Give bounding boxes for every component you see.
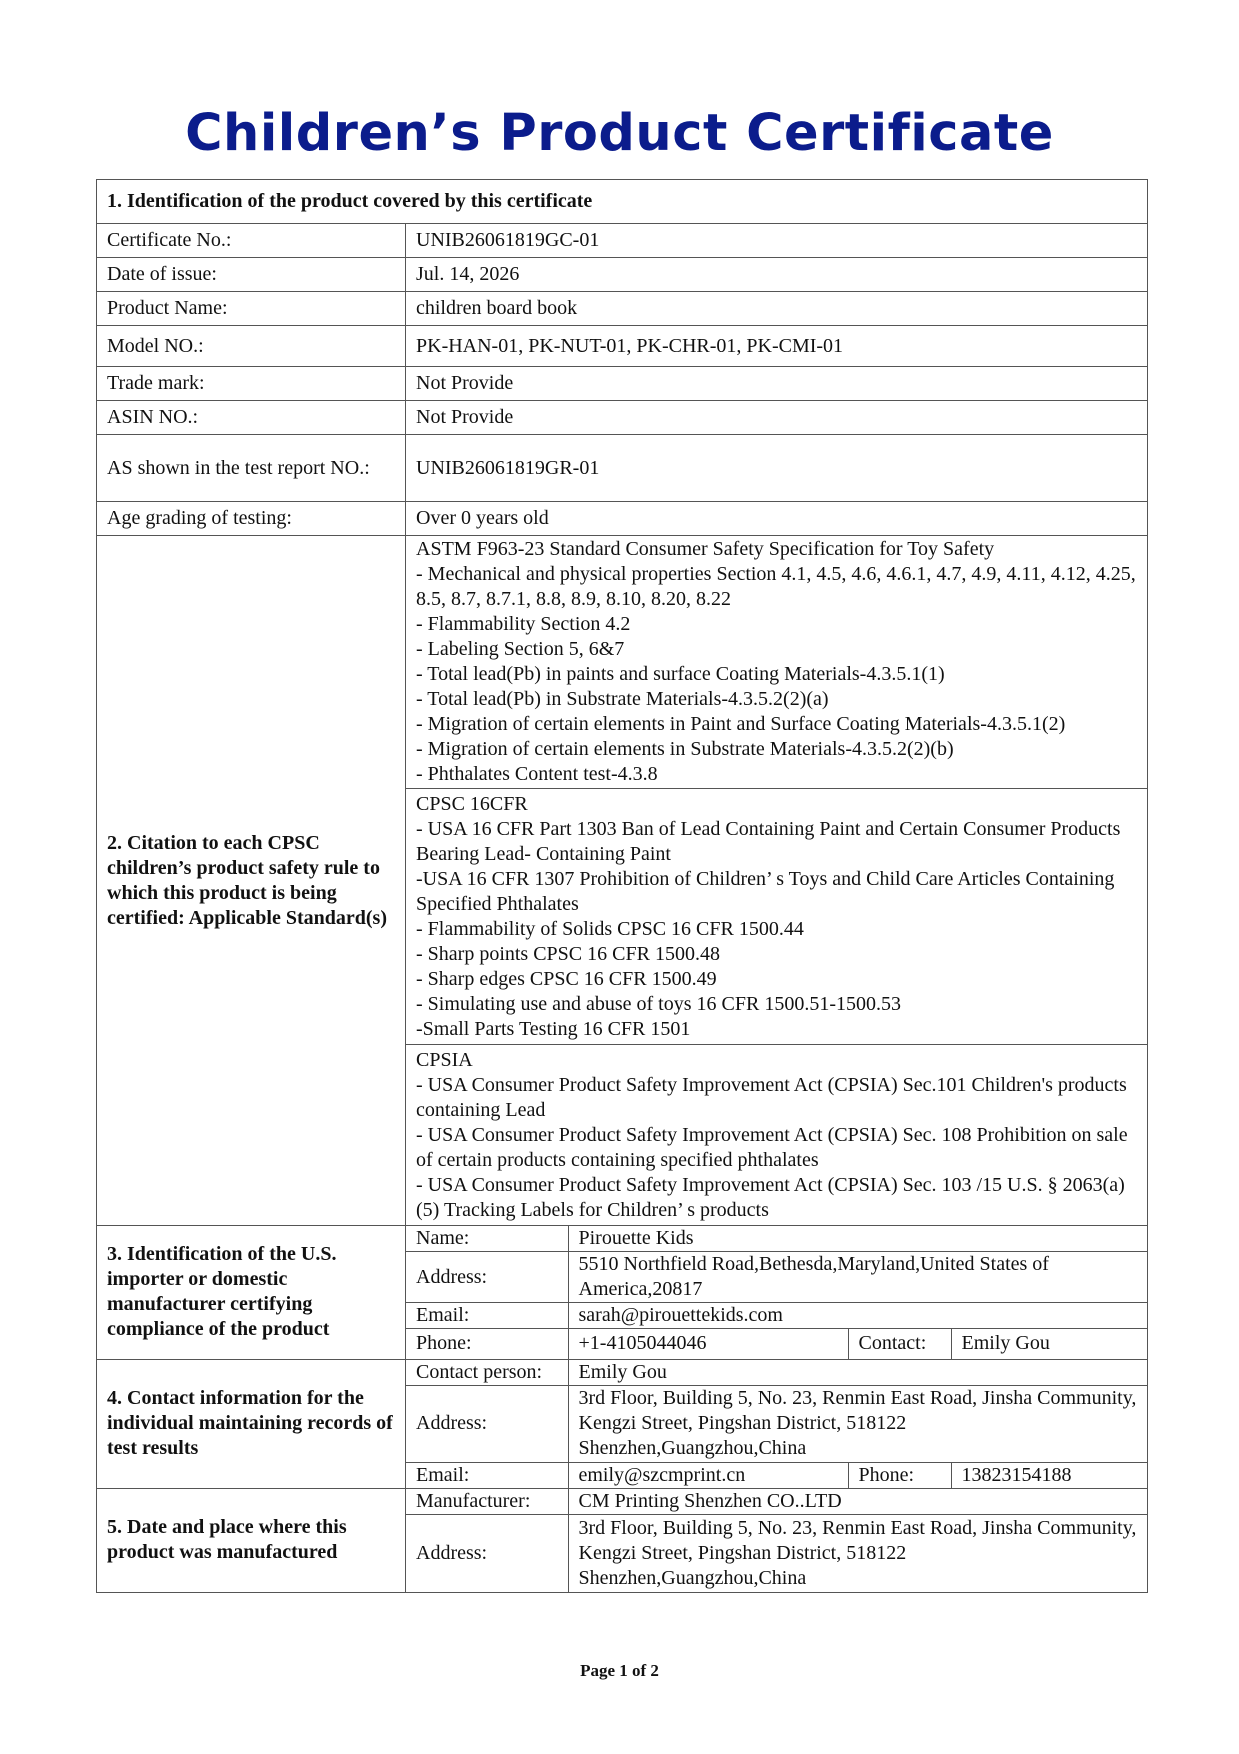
importer-email-value: sarah@pirouettekids.com [568, 1303, 1147, 1329]
page-title: Children’s Product Certificate [185, 104, 1054, 163]
section3-heading: 3. Identification of the U.S. importer or domestic manufacturer certifying compliance of the product [97, 1226, 406, 1360]
cpsc-line: - Flammability of Solids CPSC 16 CFR 1500.44 [416, 917, 804, 940]
importer-address-label: Address: [406, 1252, 568, 1303]
cpsc-line: - Sharp edges CPSC 16 CFR 1500.49 [416, 967, 717, 990]
age-grading-label: Age grading of testing: [97, 502, 406, 536]
importer-name-label: Name: [406, 1226, 568, 1252]
records-person-label: Contact person: [406, 1360, 568, 1386]
cpsc-line: - Simulating use and abuse of toys 16 CFR 1500.51-1500.53 [416, 992, 901, 1015]
age-grading-value: Over 0 years old [406, 502, 1148, 536]
certificate-no-label: Certificate No.: [97, 224, 406, 258]
records-person-value: Emily Gou [568, 1360, 1147, 1386]
cpsia-line: - USA Consumer Product Safety Improvement Act (CPSIA) Sec. 103 /15 U.S. § 2063(a)(5) Tracking Labels for Children’ s products [416, 1173, 1125, 1221]
section1-heading: 1. Identification of the product covered by this certificate [97, 180, 1148, 224]
cpsc-line: -Small Parts Testing 16 CFR 1501 [416, 1017, 691, 1040]
astm-line: - Mechanical and physical properties Section 4.1, 4.5, 4.6, 4.6.1, 4.7, 4.9, 4.11, 4.12, 4.25, 8.5, 8.7, 8.7.1, 8.8, 8.9, 8.10, 8.20, 8.22 [416, 563, 1136, 610]
cpsc-line: -USA 16 CFR 1307 Prohibition of Children’ s Toys and Child Care Articles Containing Specified Phthalates [416, 867, 1115, 915]
manufacture-address-label: Address: [406, 1514, 568, 1592]
records-phone-label: Phone: [848, 1462, 951, 1488]
cpsia-line: - USA Consumer Product Safety Improvement Act (CPSIA) Sec. 108 Prohibition on sale of certain products containing specified phthalates [416, 1123, 1128, 1171]
cpsia-standards-cell [406, 1045, 1148, 1226]
manufacturer-label: Manufacturer: [406, 1489, 568, 1515]
records-address-value: 3rd Floor, Building 5, No. 23, Renmin East Road, Jinsha Community, Kengzi Street, Pingshan District, 518122 Shenzhen,Guangzhou,China [568, 1385, 1147, 1462]
certificate-no-value: UNIB26061819GC-01 [406, 224, 1148, 258]
astm-standards-cell [406, 536, 1148, 789]
importer-phone-label: Phone: [406, 1329, 568, 1359]
cpsia-line: - USA Consumer Product Safety Improvement Act (CPSIA) Sec.101 Children's products containing Lead [416, 1073, 1127, 1121]
records-email-value: emily@szcmprint.cn [568, 1462, 848, 1488]
cpsc-standards-cell [406, 789, 1148, 1045]
importer-name-value: Pirouette Kids [568, 1226, 1147, 1252]
astm-line: ASTM F963-23 Standard Consumer Safety Specification for Toy Safety [416, 538, 995, 560]
test-report-no-label: AS shown in the test report NO.: [97, 435, 406, 502]
importer-info-cell [406, 1226, 1148, 1360]
manufacture-info-cell [406, 1488, 1148, 1593]
date-of-issue-value: Jul. 14, 2026 [406, 258, 1148, 292]
importer-address-value: 5510 Northfield Road,Bethesda,Maryland,United States of America,20817 [568, 1252, 1147, 1303]
cpsc-line: - USA 16 CFR Part 1303 Ban of Lead Containing Paint and Certain Consumer Products Bearing Lead- Containing Paint [416, 817, 1121, 865]
astm-line: - Migration of certain elements in Paint and Surface Coating Materials-4.3.5.1(2) [416, 713, 1066, 735]
importer-contact-label: Contact: [848, 1329, 951, 1359]
importer-contact-value: Emily Gou [961, 1332, 1050, 1355]
cpsc-line: CPSC 16CFR [416, 792, 528, 815]
section2-heading: 2. Citation to each CPSC children’s product safety rule to which this product is being certified: Applicable Standard(s) [97, 536, 406, 1226]
records-phone-value: 13823154188 [961, 1463, 1072, 1486]
section4-heading: 4. Contact information for the individual maintaining records of test results [97, 1359, 406, 1488]
astm-line: - Total lead(Pb) in paints and surface Coating Materials-4.3.5.1(1) [416, 663, 945, 685]
asin-no-value: Not Provide [406, 401, 1148, 435]
importer-phone-value: +1-4105044046 [568, 1329, 848, 1359]
importer-email-label: Email: [406, 1303, 568, 1329]
date-of-issue-label: Date of issue: [97, 258, 406, 292]
astm-line: - Total lead(Pb) in Substrate Materials-4.3.5.2(2)(a) [416, 688, 829, 710]
manufacture-address-value: 3rd Floor, Building 5, No. 23, Renmin East Road, Jinsha Community, Kengzi Street, Pingshan District, 518122 Shenzhen,Guangzhou,China [578, 1516, 1137, 1589]
records-address-label: Address: [406, 1385, 568, 1462]
product-name-value: children board book [406, 292, 1148, 326]
trade-mark-label: Trade mark: [97, 367, 406, 401]
product-name-label: Product Name: [97, 292, 406, 326]
astm-line: - Flammability Section 4.2 [416, 613, 631, 635]
section5-heading: 5. Date and place where this product was manufactured [97, 1488, 406, 1593]
astm-line: - Migration of certain elements in Substrate Materials-4.3.5.2(2)(b) [416, 738, 954, 760]
page-number: Page 1 of 2 [580, 1661, 659, 1680]
model-no-label: Model NO.: [97, 326, 406, 367]
cpsia-line: CPSIA [416, 1048, 473, 1071]
trade-mark-value: Not Provide [406, 367, 1148, 401]
cpsc-line: - Sharp points CPSC 16 CFR 1500.48 [416, 942, 720, 965]
manufacturer-value: CM Printing Shenzhen CO..LTD [568, 1489, 1147, 1515]
records-email-label: Email: [406, 1462, 568, 1488]
model-no-value: PK-HAN-01, PK-NUT-01, PK-CHR-01, PK-CMI-01 [406, 326, 1148, 367]
asin-no-label: ASIN NO.: [97, 401, 406, 435]
certificate-table [96, 179, 1148, 1593]
astm-line: - Phthalates Content test-4.3.8 [416, 763, 658, 785]
records-contact-cell [406, 1359, 1148, 1488]
astm-line: - Labeling Section 5, 6&7 [416, 638, 625, 660]
test-report-no-value: UNIB26061819GR-01 [406, 435, 1148, 502]
